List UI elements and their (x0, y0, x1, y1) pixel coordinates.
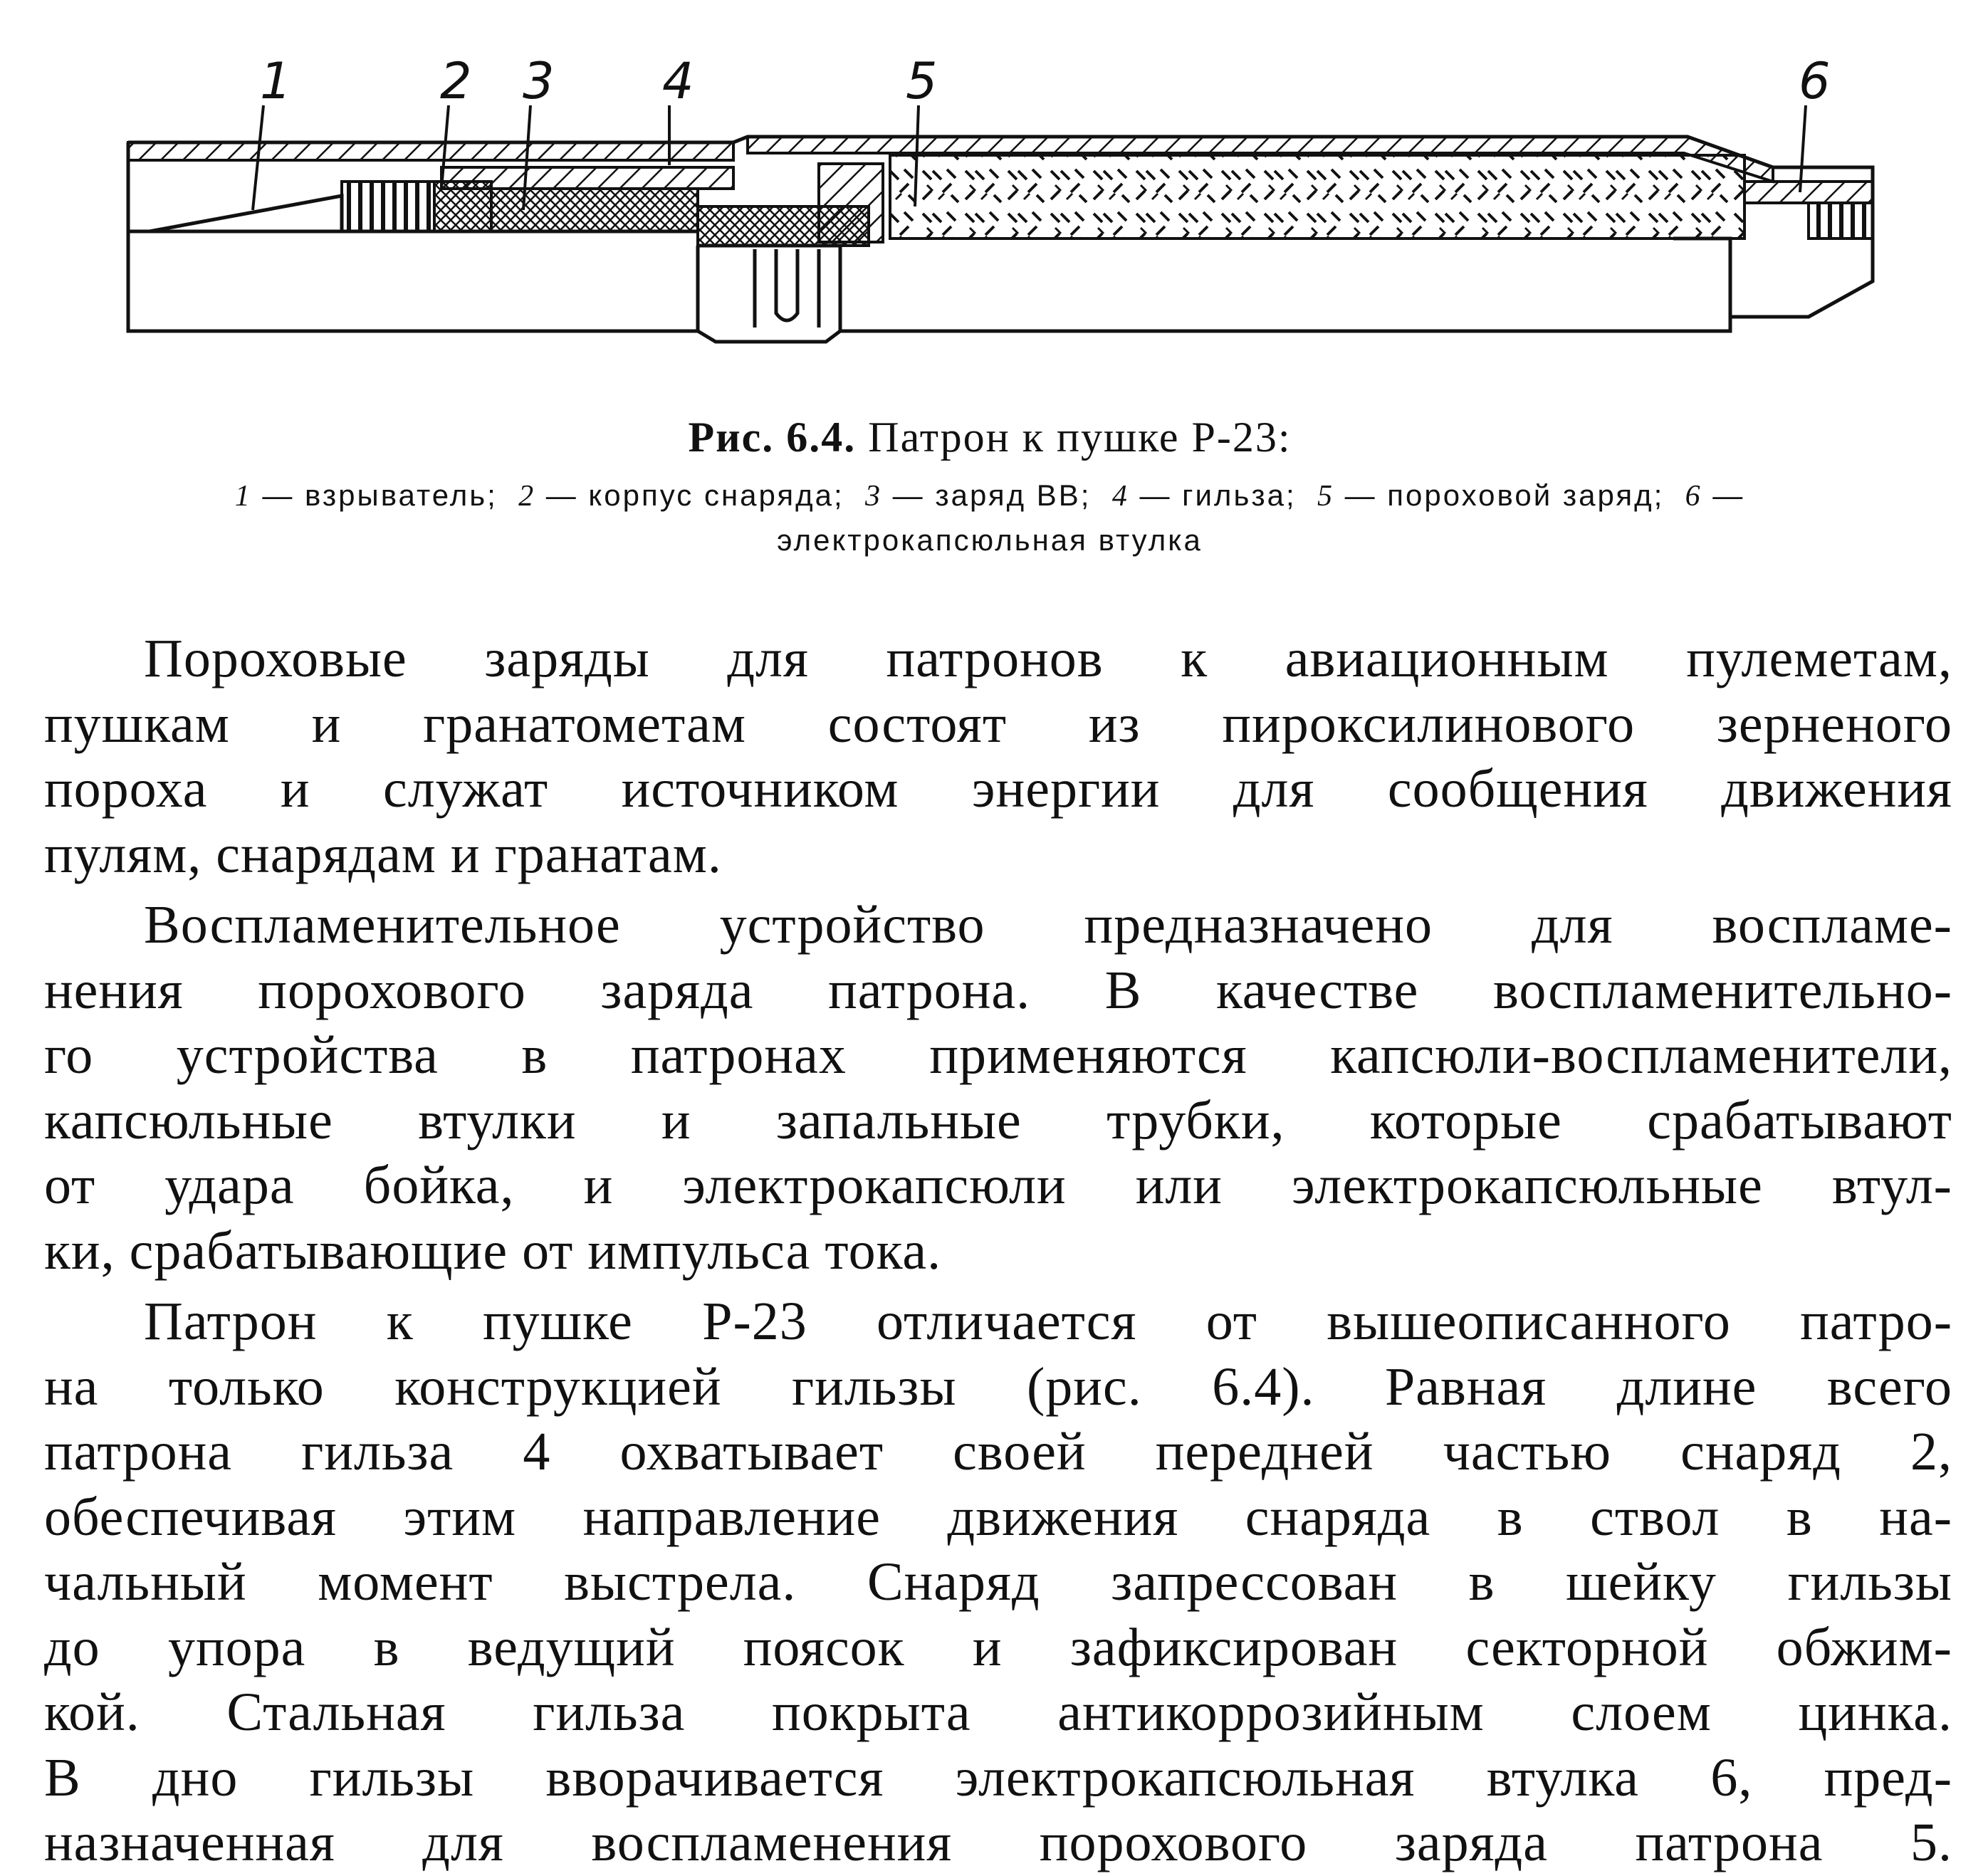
powder-charge (890, 155, 1744, 239)
cartridge-figure (107, 36, 1901, 363)
paragraph-3 (44, 1289, 1952, 1876)
p1-line-4: пулям, снарядам и гранатам. (44, 824, 722, 884)
p2-line-1: Воспламенительное устройство предназначено для воспламе- (144, 895, 1952, 955)
p3-line-3: патрона гильза 4 охватывает своей передней частью снаряд 2, (44, 1422, 1952, 1482)
p2-line-4: капсюльные втулки и запальные трубки, которые срабатывают (44, 1090, 1952, 1151)
callout-2: 2 (440, 52, 472, 110)
legend-text-1: — взрыватель; (262, 478, 498, 512)
legend-num-1: 1 (234, 480, 252, 513)
primer-sleeve (1809, 203, 1873, 239)
figure-legend (78, 473, 1901, 562)
p1-line-2: пушкам и гранатометам состоят из пироксилинового зерненого (44, 693, 1952, 754)
legend-text-6: — электрокапсюльная втулка (777, 478, 1745, 557)
p1-line-1: Пороховые заряды для патронов к авиационным пулеметам, (144, 629, 1952, 688)
explosive-charge (491, 189, 698, 231)
fuze (150, 196, 342, 231)
p3-line-2: на только конструкцией гильзы (рис. 6.4). Равная длине всего (44, 1356, 1952, 1417)
legend-text-3: — заряд ВВ; (892, 478, 1092, 512)
callout-4: 4 (662, 52, 694, 110)
p3-line-8: В дно гильзы вворачивается электрокапсюльная втулка 6, пред- (44, 1747, 1952, 1808)
p3-line-5: чальный момент выстрела. Снаряд запрессован в шейку гильзы (44, 1552, 1952, 1612)
callout-5: 5 (906, 52, 938, 110)
figure-title: Патрон к пушке Р-23: (868, 414, 1292, 461)
p3-line-6: до упора в ведущий поясок и зафиксирован секторной обжим- (44, 1617, 1952, 1677)
legend-num-4: 4 (1111, 480, 1129, 513)
p3-line-9: назначенная для воспламенения порохового заряда патрона 5. (44, 1813, 1952, 1872)
paragraph-1 (44, 627, 1952, 887)
p2-line-2: нения порохового заряда патрона. В качестве воспламенительно- (44, 960, 1952, 1020)
legend-num-5: 5 (1317, 480, 1334, 513)
legend-num-6: 6 (1685, 480, 1702, 513)
legend-text-2: — корпус снаряда; (545, 478, 844, 512)
case-wall (128, 142, 733, 160)
callout-6: 6 (1799, 52, 1831, 110)
p2-line-6: ки, срабатывающие от импульса тока. (44, 1220, 942, 1281)
body-text (44, 627, 1952, 1876)
legend-line-1 (78, 473, 1901, 562)
legend-text-5: — пороховой заряд; (1344, 478, 1665, 512)
p3-line-4: обеспечивая этим направление движения снаряда в ствол в на- (44, 1487, 1952, 1547)
p2-line-3: го устройства в патронах применяются капсюли-воспламенители, (44, 1025, 1952, 1085)
callout-3: 3 (523, 52, 555, 110)
figure-label: Рис. 6.4. (688, 414, 857, 461)
cartridge-drawing (107, 36, 1901, 363)
callout-1: 1 (260, 52, 292, 110)
paragraph-2 (44, 893, 1952, 1284)
p1-line-3: пороха и служат источником энергии для сообщения движения (44, 759, 1952, 819)
p3-line-1: Патрон к пушке Р-23 отличается от вышеописанного патро- (144, 1291, 1952, 1351)
p3-line-7: кой. Стальная гильза покрыта антикоррозийным слоем цинка. (44, 1682, 1952, 1742)
legend-num-3: 3 (865, 480, 882, 513)
legend-text-4: — гильза; (1139, 478, 1297, 512)
figure-caption-title (78, 413, 1901, 462)
p2-line-5: от удара бойка, и электрокапсюли или электрокапсюльные втул- (44, 1156, 1952, 1215)
shell-body (342, 182, 434, 231)
legend-num-2: 2 (518, 480, 536, 513)
